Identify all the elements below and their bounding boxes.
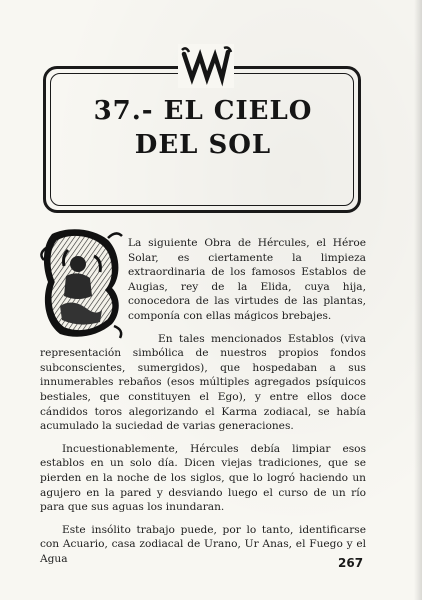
page-edge-shadow — [414, 0, 422, 600]
paragraph: Incuestionablemente, Hércules debía limpiar esos establos en un solo día. Dicen viejas tradiciones, que se pierden en la noche de los siglos, que lo logró haciendo un agujero en la pared y desviando luego el curso de un río para que sus aguas los inundaran. — [40, 442, 366, 514]
page-number: 267 — [338, 556, 364, 570]
paragraph: La siguiente Obra de Hércules, el Héroe Solar, es ciertamente la limpieza extraordinaria de los famosos Establos de Augias, rey de la Elida, cuya hija, conocedora de las virtudes de las plantas, componía con ellas mágicos brebajes. — [128, 237, 366, 322]
chapter-title-line-1: 37.- EL CIELO — [93, 96, 313, 126]
paragraph: En tales mencionados Establos (viva representación simbólica de nuestros propios fondos subconscientes, sumergidos), que hospedaban a sus innumerables rebaños (esos múltiples agregados psíquicos bestiales, que constituyen el Ego), y entre ellos doce cándidos toros alegorizando el Karma zodiacal, se había acumulado la suciedad de varias generaciones. — [40, 332, 366, 433]
ornament-icon — [178, 44, 234, 88]
chapter-title-line-2: DEL SOL — [134, 130, 272, 160]
chapter-body — [40, 236, 366, 574]
paragraph: Este insólito trabajo puede, por lo tanto, identificarse con Acuario, casa zodiacal de Urano, Ur Anas, el Fuego y el Agua — [40, 523, 366, 565]
